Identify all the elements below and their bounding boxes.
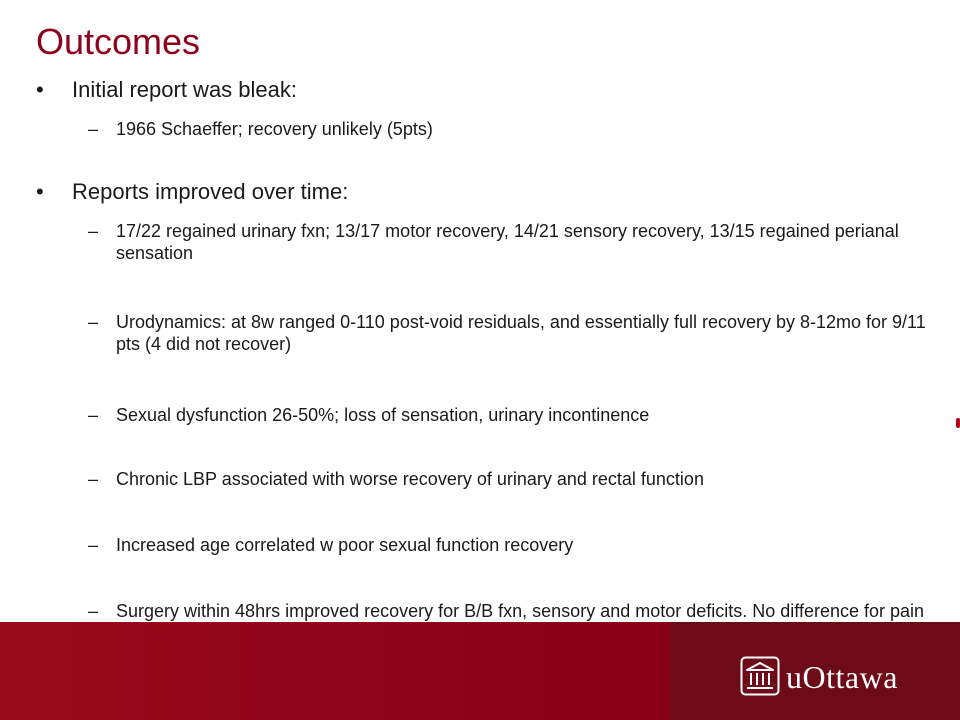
bullet-text: Initial report was bleak:: [72, 77, 297, 102]
slide-title: Outcomes: [36, 21, 201, 62]
sub-bullet-marker: –: [88, 405, 99, 425]
sub-bullet-text: 1966 Schaeffer; recovery unlikely (5pts): [116, 119, 433, 139]
sub-bullet-marker: –: [88, 312, 99, 332]
slide-edge-mark: [956, 418, 960, 428]
sub-bullet-marker: –: [88, 221, 99, 241]
sub-bullet-text: Chronic LBP associated with worse recovery of urinary and rectal function: [116, 469, 704, 489]
sub-bullet-marker: –: [88, 601, 99, 621]
sub-bullet-text: 17/22 regained urinary fxn; 13/17 motor recovery, 14/21 sensory recovery, 13/15 regained perianal sensation: [116, 221, 899, 263]
sub-bullet-marker: –: [88, 119, 99, 139]
university-building-icon: [740, 656, 780, 696]
bullet-text: Reports improved over time:: [72, 179, 349, 204]
sub-bullet-text: Surgery within 48hrs improved recovery for B/B fxn, sensory and motor deficits. No difference for pain: [116, 601, 925, 621]
bullet-marker: •: [36, 77, 44, 102]
sub-bullet-text: Urodynamics: at 8w ranged 0-110 post-void residuals, and essentially full recovery by 8-12mo for 9/11 pts (4 did not recover): [116, 312, 926, 354]
sub-bullet-text: Increased age correlated w poor sexual function recovery: [116, 535, 574, 555]
bullet-marker: •: [36, 179, 44, 204]
uottawa-logo: uOttawa: [786, 659, 898, 695]
sub-bullet-marker: –: [88, 535, 99, 555]
sub-bullet-marker: –: [88, 469, 99, 489]
sub-bullet-text: Sexual dysfunction 26-50%; loss of sensation, urinary incontinence: [116, 405, 650, 425]
